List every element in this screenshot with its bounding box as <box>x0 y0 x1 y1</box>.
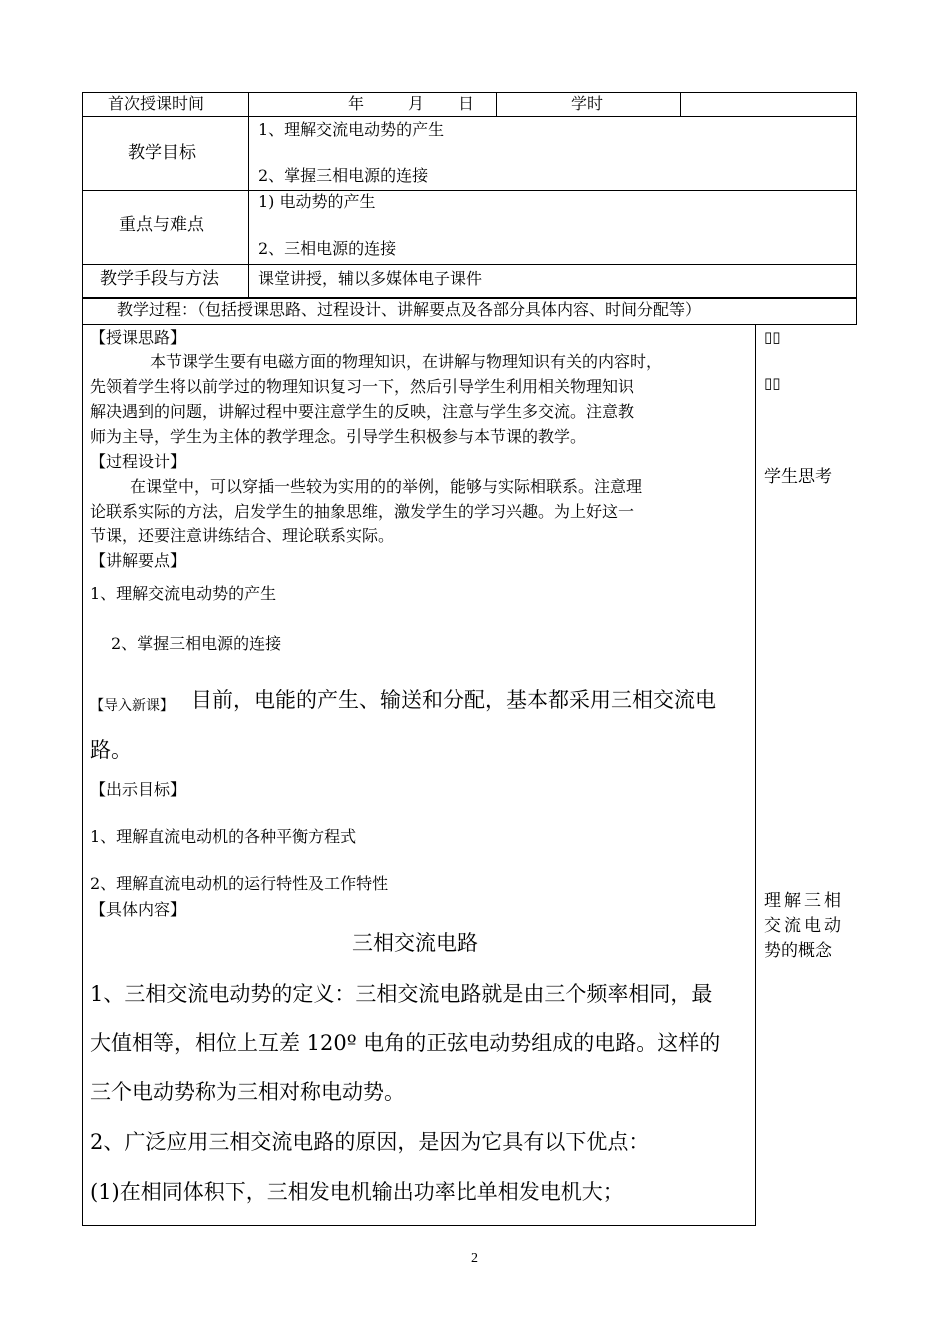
hours-label: 学时 <box>571 94 604 113</box>
objective-item-2: 2、掌握三相电源的连接 <box>258 166 429 185</box>
teaching-idea-line: 师为主导，学生为主体的教学理念。引导学生积极参与本节课的教学。 <box>90 427 587 446</box>
process-design-line: 论联系实际的方法，启发学生的抽象思维，激发学生的学习兴趣。为上好这一 <box>90 502 635 521</box>
side-note-glyphs: ▯▯ <box>764 374 781 392</box>
process-design-line: 在课堂中，可以穿插一些较为实用的的举例，能够与实际相联系。注意理 <box>130 477 643 496</box>
heading-detail: 【具体内容】 <box>90 900 187 919</box>
definition-line: 三个电动势称为三相对称电动势。 <box>90 1080 405 1104</box>
teaching-idea-line: 本节课学生要有电磁方面的物理知识，在讲解与物理知识有关的内容时， <box>150 352 663 371</box>
definition-line: 1、三相交流电动势的定义：三相交流电路就是由三个频率相同，最 <box>90 982 713 1006</box>
methods-label: 教学手段与方法 <box>100 269 219 289</box>
methods-value: 课堂讲授，辅以多媒体电子课件 <box>258 269 483 288</box>
month-label: 月 <box>408 94 425 113</box>
key-points-label: 重点与难点 <box>119 215 204 235</box>
first-lesson-time-label: 首次授课时间 <box>108 94 205 113</box>
key-point-item-2: 2、三相电源的连接 <box>258 239 397 258</box>
teaching-idea-line: 先领着学生将以前学过的物理知识复习一下，然后引导学生利用相关物理知识 <box>90 377 635 396</box>
side-note-concept: 理解三相 <box>764 891 844 911</box>
reason-line: 2、广泛应用三相交流电路的原因，是因为它具有以下优点： <box>90 1130 650 1154</box>
heading-process-design: 【过程设计】 <box>90 452 187 471</box>
definition-line: 大值相等，相位上互差 120º 电角的正弦电动势组成的电路。这样的 <box>90 1031 721 1055</box>
section-title: 三相交流电路 <box>352 931 478 955</box>
objective-item-1: 1、理解交流电动势的产生 <box>258 120 445 139</box>
goal-item: 1、理解直流电动机的各种平衡方程式 <box>90 827 357 846</box>
objectives-label: 教学目标 <box>128 143 196 163</box>
key-explain-item: 1、理解交流电动势的产生 <box>90 584 277 603</box>
side-note-concept: 交流电动 <box>764 916 844 936</box>
process-design-line: 节课，还要注意讲练结合、理论联系实际。 <box>90 526 395 545</box>
heading-goals: 【出示目标】 <box>90 780 187 799</box>
heading-teaching-idea: 【授课思路】 <box>90 328 187 347</box>
intro-text: 目前，电能的产生、输送和分配，基本都采用三相交流电 <box>191 688 716 712</box>
heading-intro: 【导入新课】 <box>90 698 174 714</box>
side-note-concept: 势的概念 <box>764 941 832 961</box>
teaching-idea-line: 解决遇到的问题，讲解过程中要注意学生的反映，注意与学生多交流。注意教 <box>90 402 635 421</box>
key-explain-item: 2、掌握三相电源的连接 <box>111 634 282 653</box>
goal-item: 2、理解直流电动机的运行特性及工作特性 <box>90 874 389 893</box>
advantage-line: (1)在相同体积下，三相发电机输出功率比单相发电机大； <box>90 1180 624 1204</box>
year-label: 年 <box>348 94 365 113</box>
key-point-item-1: 1) 电动势的产生 <box>258 192 376 211</box>
day-label: 日 <box>458 94 475 113</box>
side-note-student-thinking: 学生思考 <box>764 467 832 487</box>
heading-key-explain: 【讲解要点】 <box>90 551 187 570</box>
page-number: 2 <box>471 1251 478 1266</box>
intro-text: 路。 <box>90 738 132 762</box>
process-header: 教学过程：（包括授课思路、过程设计、讲解要点及各部分具体内容、时间分配等） <box>117 300 702 319</box>
side-note-glyphs: ▯▯ <box>764 328 781 346</box>
